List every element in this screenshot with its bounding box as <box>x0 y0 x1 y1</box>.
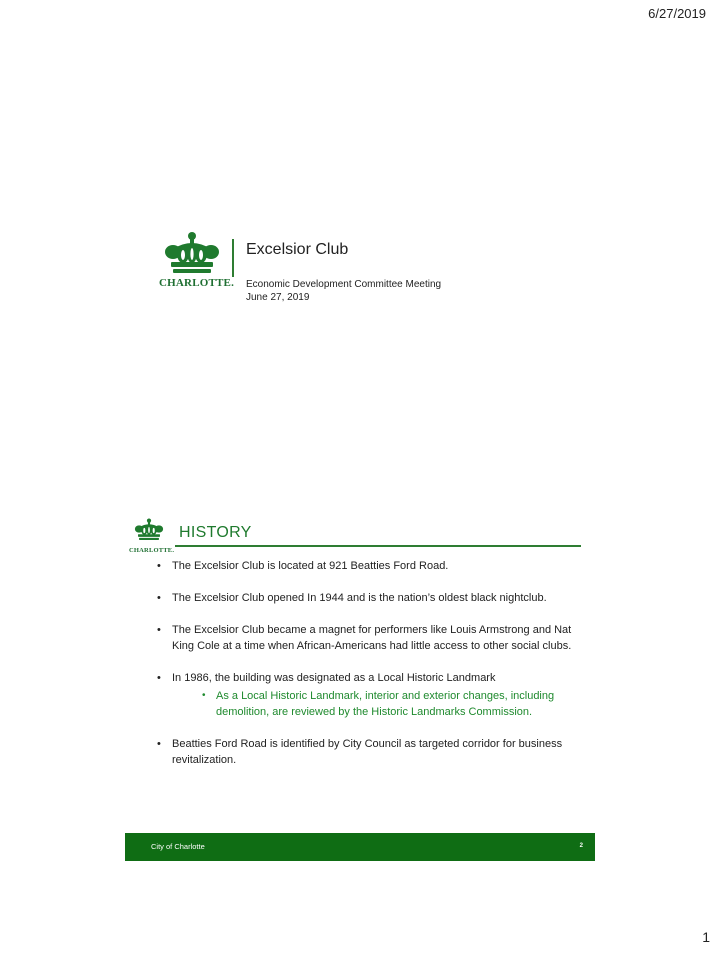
crown-icon <box>129 518 169 541</box>
charlotte-logo-small <box>129 518 175 554</box>
bullet-text: In 1986, the building was designated as a Local Historic Landmark <box>172 672 496 684</box>
crown-icon <box>159 231 225 275</box>
title-rule <box>175 545 581 547</box>
charlotte-logo <box>159 231 235 291</box>
list-item <box>153 736 573 768</box>
list-item <box>153 558 573 574</box>
list-item <box>153 622 573 654</box>
bullet-dot: • <box>157 592 161 604</box>
bullet-dot: • <box>157 560 161 572</box>
section-title: HISTORY <box>179 524 252 541</box>
list-item <box>153 670 573 720</box>
bullet-dot: • <box>157 624 161 636</box>
sub-bullet-dot: • <box>202 690 206 701</box>
bullet-list <box>153 558 573 784</box>
bullet-dot: • <box>157 738 161 750</box>
logo-wordmark: CHARLOTTE. <box>129 547 175 554</box>
footer-label: City of Charlotte <box>151 842 205 851</box>
history-slide <box>125 508 595 861</box>
sub-bullet-text: As a Local Historic Landmark, interior and exterior changes, including demolition, are reviewed by the Historic Landmarks Commission. <box>216 690 555 718</box>
meeting-date: June 27, 2019 <box>246 292 310 303</box>
meeting-name: Economic Development Committee Meeting <box>246 279 442 290</box>
bullet-text: The Excelsior Club is located at 921 Beatties Ford Road. <box>172 560 449 572</box>
bullet-text: Beatties Ford Road is identified by City Council as targeted corridor for business revitalization. <box>172 738 563 766</box>
slide-footer <box>125 833 595 861</box>
title-divider <box>232 239 234 277</box>
logo-wordmark: CHARLOTTE. <box>159 277 235 289</box>
bullet-dot: • <box>157 672 161 684</box>
list-item <box>153 590 573 606</box>
slide-number: 2 <box>579 843 583 849</box>
page-date: 6/27/2019 <box>648 6 706 21</box>
bullet-text: The Excelsior Club became a magnet for performers like Louis Armstrong and Nat King Cole at a time when African-Americans had little access to other social clubs. <box>172 624 572 652</box>
page-number: 1 <box>702 929 710 945</box>
sub-list-item <box>196 688 573 720</box>
slide-title: Excelsior Club <box>246 241 349 258</box>
title-slide <box>125 215 595 355</box>
bullet-text: The Excelsior Club opened In 1944 and is the nation’s oldest black nightclub. <box>172 592 547 604</box>
slide-subtitle <box>246 278 441 304</box>
